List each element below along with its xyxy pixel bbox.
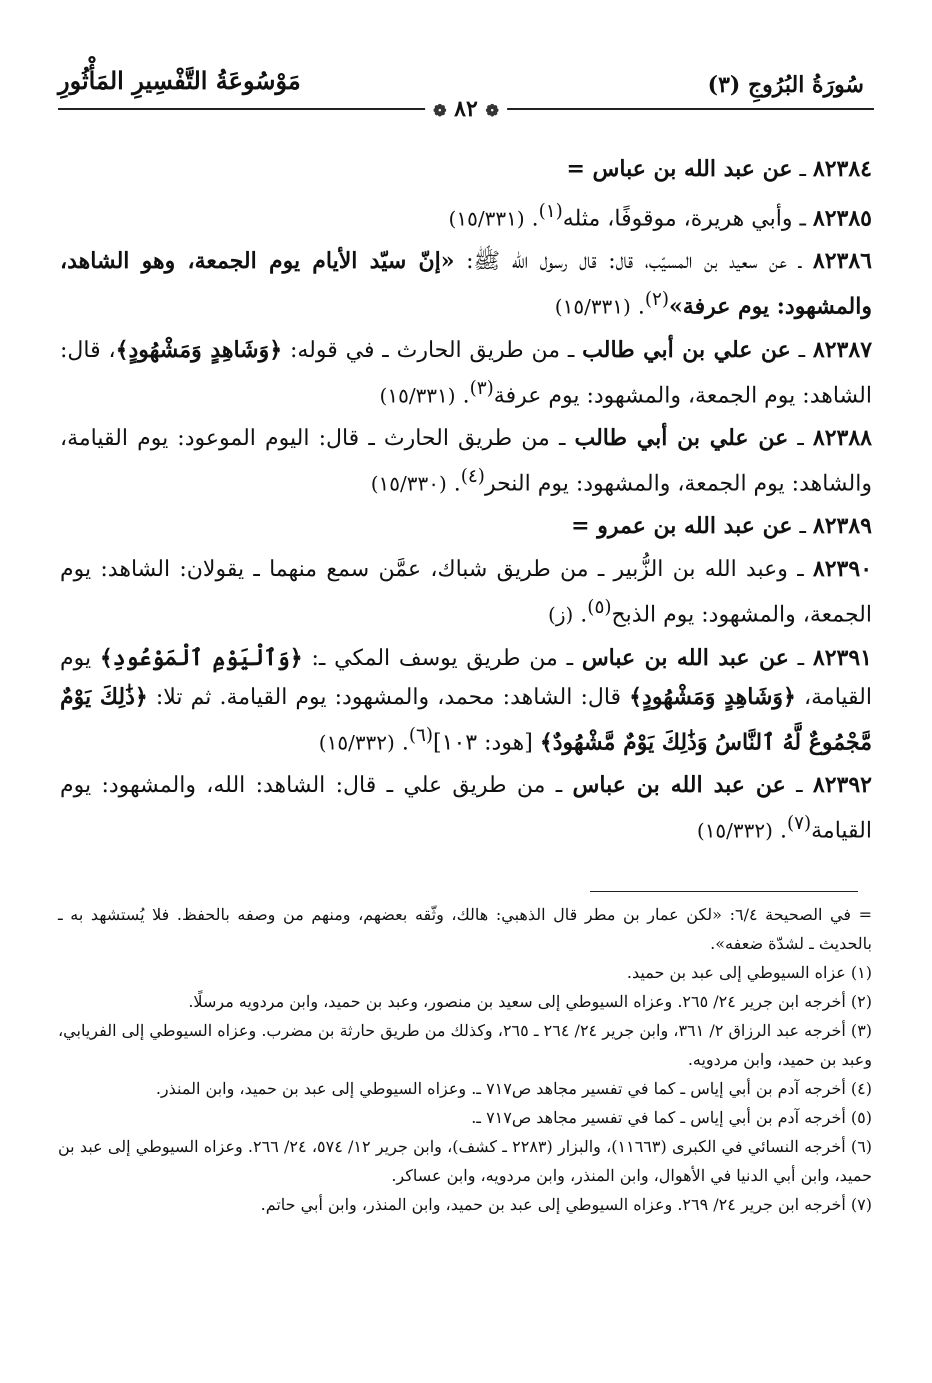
footnote: (١) عزاه السيوطي إلى عبد بن حميد. — [626, 963, 872, 982]
narration-entry — [60, 150, 872, 189]
footnotes — [58, 900, 872, 1219]
narration-number: ٨٢٣٨٩ — [812, 513, 872, 540]
narration-entry — [60, 242, 872, 326]
narration-text: . — [630, 294, 645, 320]
footnote-marker: (١) — [538, 201, 563, 222]
narration-text: عن سعيد بن المسيّب، قال: قال رسول الله ﷺ: — [454, 249, 787, 275]
bold-text: ﴿وَٱلْيَوْمِ ٱلْمَوْعُودِ﴾ — [99, 644, 303, 671]
bold-text: عن عبد الله بن عباس — [572, 771, 786, 798]
footnote: (٢) أخرجه ابن جرير ٢٤/ ٢٦٥. وعزاه السيوطي إلى سعيد بن منصور، وعبد بن حميد، وابن مردويه مرسلًا. — [188, 992, 872, 1011]
footnote-marker: (٣) — [469, 377, 494, 399]
volume-reference: (١٥/٣٣١) — [379, 382, 456, 407]
ornament-left-icon: ❁ — [433, 101, 447, 120]
number-dash: ـ — [792, 514, 813, 540]
book-title: مَوْسُوعَةُ التَّفْسِيرِ المَأْثُورِ — [58, 66, 301, 95]
number-dash: ـ — [787, 557, 813, 583]
bold-text: ﴿وَشَاهِدٍ وَمَشْهُودٍ﴾ — [629, 683, 796, 710]
footnote: (٤) أخرجه آدم بن أبي إياس ـ كما في تفسير مجاهد ص٧١٧ ـ. وعزاه السيوطي إلى عبد بن حميد، وابن المنذر. — [155, 1079, 872, 1098]
bold-text: عن علي بن أبي طالب — [582, 336, 791, 363]
narration-text: . — [573, 602, 588, 628]
narration-text: . — [524, 206, 539, 232]
narration-entry — [60, 639, 872, 762]
bold-text: ﴿وَشَاهِدٍ وَمَشْهُودٍ﴾ — [115, 336, 283, 363]
footnote-marker: (٦) — [408, 724, 434, 746]
bold-text: ﴿ذَٰلِكَ يَوْمٌ مَّجْمُوعٌ لَّهُ ٱلنَّاسُ وَذَٰلِكَ يَوْمٌ مَّشْهُودٌ﴾ — [60, 683, 872, 755]
number-dash: ـ — [788, 645, 813, 671]
footnote: (٦) أخرجه النسائي في الكبرى (١١٦٦٣)، والبزار (٢٢٨٣ ـ كشف)، وابن جرير ١٢/ ٥٧٤، ٢٤/ ٢٦٦. وعزاه السيوطي إلى عبد بن حميد، وابن أبي الدنيا في الأهوال، وابن المنذر، وابن مردويه، وابن عساكر. — [58, 1137, 873, 1185]
narration-text: قال: الشاهد: محمد، والمشهود: يوم القيامة. ثم تلا: — [147, 684, 630, 710]
narration-text: ـ من طريق علي ـ قال: الشاهد: الله، والمشهود: يوم القيامة — [60, 772, 872, 844]
number-dash: ـ — [786, 249, 813, 275]
narration-number: ٨٢٣٨٤ — [812, 156, 872, 182]
volume-reference: (١٥/٣٣٢) — [318, 729, 395, 754]
running-header — [58, 62, 874, 122]
volume-reference: (١٥/٣٣٠) — [370, 471, 447, 496]
page-number-box — [425, 96, 507, 122]
narration-entry — [60, 193, 872, 238]
number-dash: ـ — [790, 337, 813, 363]
footnote: = في الصحيحة ٦/٤: «لكن عمار بن مطر قال الذهبي: هالك، وثّقه بعضهم، ومنهم من وصفه بالحفظ. فلا يُستشهد به ـ بالحديث ـ لشدّة ضعفه». — [58, 905, 873, 953]
narration-entry — [60, 766, 872, 850]
footnote-marker: (٧) — [786, 812, 812, 834]
narration-number: ٨٢٣٩٠ — [812, 556, 873, 583]
narration-text: ـ من طريق يوسف المكي ـ: — [302, 645, 582, 671]
narration-entry — [60, 419, 872, 503]
narration-text: . — [772, 818, 787, 844]
narration-entry — [60, 331, 872, 415]
bold-text: عن عبد الله بن عمرو = — [571, 513, 793, 540]
number-dash: ـ — [785, 772, 813, 798]
narration-number: ٨٢٣٨٥ — [812, 205, 872, 232]
volume-reference: (١٥/٣٣١) — [448, 206, 525, 231]
narration-number: ٨٢٣٨٧ — [812, 336, 873, 363]
footnote-marker: (٥) — [587, 597, 612, 619]
volume-reference: (١٥/٣٣١) — [554, 294, 631, 319]
bold-text: عن عبد الله بن عباس = — [566, 156, 793, 182]
volume-reference: (١٥/٣٣٢) — [696, 818, 773, 843]
narration-text: . — [446, 471, 461, 497]
narration-entry — [60, 550, 872, 634]
narration-text: . — [455, 382, 470, 408]
narration-number: ٨٢٣٩١ — [812, 644, 872, 671]
narration-entry — [60, 507, 872, 546]
narration-text: . — [394, 729, 409, 755]
footnote-marker: (٤) — [460, 465, 485, 487]
number-dash: ـ — [792, 206, 813, 232]
footnote-marker: (٢) — [644, 289, 670, 311]
footnote: (٥) أخرجه آدم بن أبي إياس ـ كما في تفسير مجاهد ص٧١٧ ـ. — [471, 1108, 872, 1127]
narration-text: [هود: ١٠٣] — [433, 729, 540, 755]
bold-text: «إنّ سيّد الأيام يوم الجمعة، وهو الشاهد، والمشهود: يوم عرفة» — [60, 248, 872, 320]
narration-text: وعبد الله بن الزُّبير ـ من طريق شباك، عمَّن سمع منهما ـ يقولان: الشاهد: يوم الجمعة، والمشهود: يوم الذبح — [60, 557, 872, 628]
page-number: ٨٢ — [454, 96, 478, 122]
narration-text: ، قال: الشاهد: يوم الجمعة، والمشهود: يوم عرفة — [60, 337, 872, 408]
footnote: (٧) أخرجه ابن جرير ٢٤/ ٢٦٩. وعزاه السيوطي إلى عبد بن حميد، وابن المنذر، وابن أبي حاتم. — [260, 1195, 872, 1214]
narration-text: يوم القيامة، — [60, 645, 872, 710]
ornament-right-icon: ❁ — [485, 101, 499, 120]
volume-reference: (ز) — [548, 602, 574, 627]
footnote: (٣) أخرجه عبد الرزاق ٢/ ٣٦١، وابن جرير ٢٤/ ٢٦٤ ـ ٢٦٥، وكذلك من طريق حارثة بن مضرب. وعزاه السيوطي إلى الفريابي، وعبد بن حميد، وابن مردويه. — [58, 1021, 873, 1069]
footnote-separator — [590, 891, 858, 892]
narration-number: ٨٢٣٨٦ — [812, 248, 872, 275]
number-dash: ـ — [792, 157, 813, 182]
narration-number: ٨٢٣٨٨ — [812, 424, 872, 451]
bold-text: عن عبد الله بن عباس — [581, 644, 789, 671]
bold-text: عن علي بن أبي طالب — [574, 424, 789, 451]
narration-text: وأبي هريرة، موقوفًا، مثله — [562, 206, 793, 232]
number-dash: ـ — [788, 425, 813, 451]
narration-list — [60, 150, 872, 854]
surah-title: سُورَةُ البُرُوجِ (٣) — [707, 72, 864, 98]
narration-text: ـ من طريق الحارث ـ في قوله: — [282, 337, 583, 363]
narration-number: ٨٢٣٩٢ — [812, 771, 872, 798]
narration-text: ـ من طريق الحارث ـ قال: اليوم الموعود: يوم القيامة، والشاهد: يوم الجمعة، والمشهود: يوم النحر — [60, 425, 872, 497]
